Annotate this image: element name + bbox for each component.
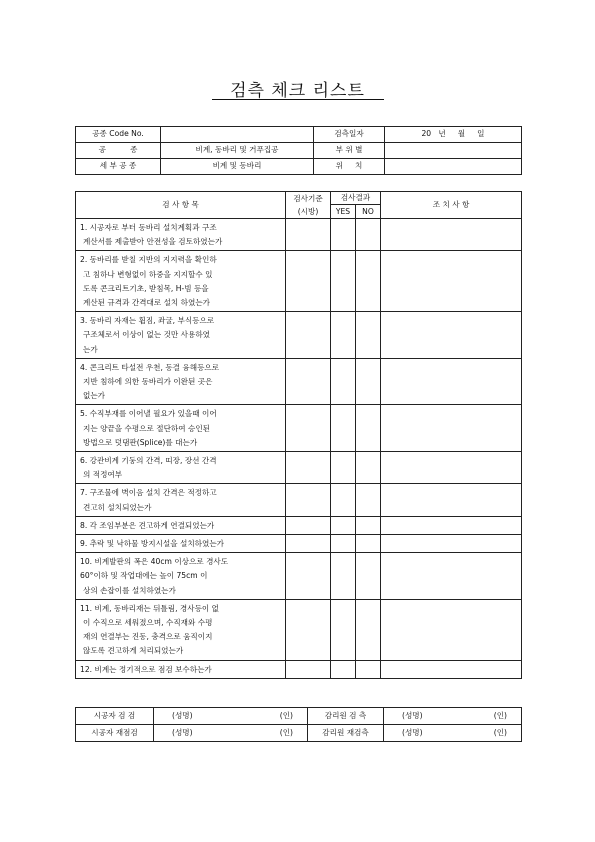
checklist-row: [76, 251, 522, 312]
checklist-item-line: 9. 추락 및 낙하물 방지시설을 설치하였는가: [80, 539, 225, 549]
row1-left-label: 시공자 검 검: [76, 708, 154, 725]
yes-cell[interactable]: [331, 516, 356, 534]
checklist-row: [76, 535, 522, 553]
checklist-item-line: 5. 수직부재를 이어낼 필요가 있을때 이어: [80, 409, 217, 419]
seal-text: (인): [279, 710, 293, 720]
action-cell[interactable]: [381, 312, 522, 359]
part-value: [385, 143, 522, 159]
checklist-item: [76, 452, 286, 484]
title-underline: [212, 99, 384, 100]
row1-left-sign[interactable]: [154, 708, 308, 725]
action-cell[interactable]: [381, 219, 522, 251]
checklist-row: [76, 516, 522, 534]
no-cell[interactable]: [356, 219, 381, 251]
yes-cell[interactable]: [331, 660, 356, 678]
criteria-cell[interactable]: [286, 660, 331, 678]
checklist-item-line: 11. 비계, 동바리재는 뒤틀림, 경사등이 없: [80, 603, 220, 613]
checklist-row: [76, 660, 522, 678]
checklist-item-line: 고 침하나 변형없이 하중을 지지할수 있: [83, 269, 213, 279]
checklist-item-line: 6. 강관비계 기둥의 간격, 띠장, 장선 간격: [80, 456, 217, 466]
checklist-row: [76, 452, 522, 484]
criteria-cell[interactable]: [286, 553, 331, 600]
checklist-item-line: 구조체로서 이상이 없는 것만 사용하였: [83, 330, 211, 340]
date-label: 검측일자: [314, 127, 385, 143]
checklist-item-line: 상의 손잡이를 설치하였는가: [83, 585, 176, 595]
col-yes-header: YES: [331, 205, 356, 219]
action-cell[interactable]: [381, 599, 522, 660]
seal-text: (인): [493, 710, 507, 720]
checklist-item: [76, 358, 286, 405]
criteria-cell[interactable]: [286, 599, 331, 660]
no-cell[interactable]: [356, 312, 381, 359]
action-cell[interactable]: [381, 535, 522, 553]
col-criteria-header: [286, 192, 331, 219]
action-cell[interactable]: [381, 452, 522, 484]
checklist-item-line: 60°이하 및 작업대에는 높이 75cm 이: [80, 571, 208, 581]
yes-cell[interactable]: [331, 405, 356, 452]
checklist-body: [76, 219, 522, 679]
action-cell[interactable]: [381, 553, 522, 600]
row1-right-label: 감리원 검 측: [308, 708, 384, 725]
criteria-cell[interactable]: [286, 535, 331, 553]
checklist-item-line: 1. 시공자로 부터 동바리 설치계획과 구조: [80, 223, 217, 232]
checklist-item: [76, 405, 286, 452]
checklist-item-line: 3. 동바리 자재는 휨짐, 좌굴, 부식등으로: [80, 316, 215, 326]
no-cell[interactable]: [356, 251, 381, 312]
col-no-header: NO: [356, 205, 381, 219]
yes-cell[interactable]: [331, 452, 356, 484]
criteria-cell[interactable]: [286, 484, 331, 516]
checklist-item-line: 4. 콘크리트 타설전 우천, 동결 융해등으로: [80, 362, 220, 372]
action-cell[interactable]: [381, 484, 522, 516]
sign-text: (성명): [172, 727, 193, 737]
checklist-item-line: 견고히 설치되었는가: [83, 502, 152, 512]
checklist-item: [76, 599, 286, 660]
no-cell[interactable]: [356, 484, 381, 516]
checklist-item-line: 지반 침하에 의한 동바리가 이완된 곳은: [83, 377, 213, 387]
criteria-cell[interactable]: [286, 251, 331, 312]
checklist-item-line: 계산된 규격과 간격대로 설치 하였는가: [83, 298, 211, 308]
yes-cell[interactable]: [331, 535, 356, 553]
sign-text: (성명): [172, 710, 193, 720]
no-cell[interactable]: [356, 535, 381, 553]
checklist-item: [76, 553, 286, 600]
checklist-item: [76, 535, 286, 553]
sub-label: 세 부 공 종: [76, 159, 161, 175]
no-cell[interactable]: [356, 553, 381, 600]
sign-text: (성명): [402, 727, 423, 737]
checklist-item: [76, 219, 286, 251]
yes-cell[interactable]: [331, 312, 356, 359]
action-cell[interactable]: [381, 660, 522, 678]
sub-value: 비계 및 동바리: [161, 159, 314, 175]
col-action-header: 조 치 사 항: [381, 192, 522, 219]
checklist-row: [76, 599, 522, 660]
checklist-item-line: 지는 양끝을 수평으로 절단하여 승인된: [83, 423, 211, 433]
checklist-item: [76, 312, 286, 359]
col-criteria-line1: 검사기준: [293, 194, 323, 203]
no-cell[interactable]: [356, 516, 381, 534]
row2-left-label: 시공자 재점검: [76, 725, 154, 742]
loc-value: [385, 159, 522, 175]
checklist-row: [76, 484, 522, 516]
checklist-item-line: 방법으로 덧댐판(Splice)를 대는가: [83, 437, 198, 447]
part-label: 부 위 별: [314, 143, 385, 159]
yes-cell[interactable]: [331, 219, 356, 251]
checklist-item-line: 12. 비계는 정기적으로 점검 보수하는가: [80, 664, 212, 674]
checklist-item-line: 않도록 견고하게 처리되었는가: [83, 646, 184, 656]
checklist-item: [76, 660, 286, 678]
criteria-cell[interactable]: [286, 219, 331, 251]
row2-right-sign[interactable]: [384, 725, 522, 742]
checklist-item: [76, 251, 286, 312]
checklist-item-line: 7. 구조물에 벽이음 설치 간격은 적정하고: [80, 488, 217, 498]
criteria-cell[interactable]: [286, 452, 331, 484]
checklist-item-line: 도록 콘크리트기초, 받침목, H-빔 등을: [83, 283, 209, 293]
action-cell[interactable]: [381, 358, 522, 405]
criteria-cell[interactable]: [286, 358, 331, 405]
date-value: 20 년 월 일: [385, 127, 522, 143]
checklist-row: [76, 553, 522, 600]
sign-text: (성명): [402, 710, 423, 720]
seal-text: (인): [493, 727, 507, 737]
checklist-item: [76, 516, 286, 534]
no-cell[interactable]: [356, 405, 381, 452]
signature-table: [75, 707, 522, 742]
work-value: 비계, 동바리 및 거푸집공: [161, 143, 314, 159]
seal-text: (인): [279, 727, 293, 737]
criteria-cell[interactable]: [286, 405, 331, 452]
checklist-item-line: 8. 각 조임부분은 견고하게 연결되었는가: [80, 520, 215, 530]
checklist-item-line: 없는가: [83, 391, 106, 401]
checklist-item-line: 는가: [83, 344, 98, 354]
criteria-cell[interactable]: [286, 312, 331, 359]
checklist-item-line: 이 수직으로 세워졌으며, 수직재와 수평: [83, 618, 213, 628]
checklist-item: [76, 484, 286, 516]
checklist-table: [75, 191, 522, 679]
yes-cell[interactable]: [331, 553, 356, 600]
checklist-row: [76, 405, 522, 452]
no-cell[interactable]: [356, 452, 381, 484]
checklist-row: [76, 219, 522, 251]
no-cell[interactable]: [356, 660, 381, 678]
checklist-item-line: 계산서를 제출받아 안전성을 검토하였는가: [83, 237, 223, 247]
no-cell[interactable]: [356, 599, 381, 660]
col-items-header: 검 사 항 목: [76, 192, 286, 219]
page-title: 검측 체크 리스트: [230, 81, 365, 101]
row2-left-sign[interactable]: [154, 725, 308, 742]
work-label: 공 종: [76, 143, 161, 159]
checklist-item-line: 재의 연결부는 진동, 충격으로 움직이지: [83, 632, 213, 642]
action-cell[interactable]: [381, 405, 522, 452]
col-result-header: 검사결과: [331, 192, 381, 205]
loc-label: 위 치: [314, 159, 385, 175]
checklist-row: [76, 312, 522, 359]
yes-cell[interactable]: [331, 358, 356, 405]
row1-right-sign[interactable]: [384, 708, 522, 725]
checklist-item-line: 의 적정여부: [83, 470, 123, 480]
action-cell[interactable]: [381, 516, 522, 534]
info-table: [75, 126, 522, 175]
col-criteria-line2: (시방): [297, 207, 319, 216]
criteria-cell[interactable]: [286, 516, 331, 534]
yes-cell[interactable]: [331, 484, 356, 516]
no-cell[interactable]: [356, 358, 381, 405]
action-cell[interactable]: [381, 251, 522, 312]
checklist-item-line: 2. 동바리를 받칠 지반의 지지력을 확인하: [80, 255, 217, 265]
checklist-item-line: 10. 비계발판의 폭은 40cm 이상으로 경사도: [80, 557, 229, 567]
row2-right-label: 감리원 재검측: [308, 725, 384, 742]
yes-cell[interactable]: [331, 599, 356, 660]
code-value: [161, 127, 314, 143]
code-label: 공종 Code No.: [76, 127, 161, 143]
checklist-row: [76, 358, 522, 405]
yes-cell[interactable]: [331, 251, 356, 312]
